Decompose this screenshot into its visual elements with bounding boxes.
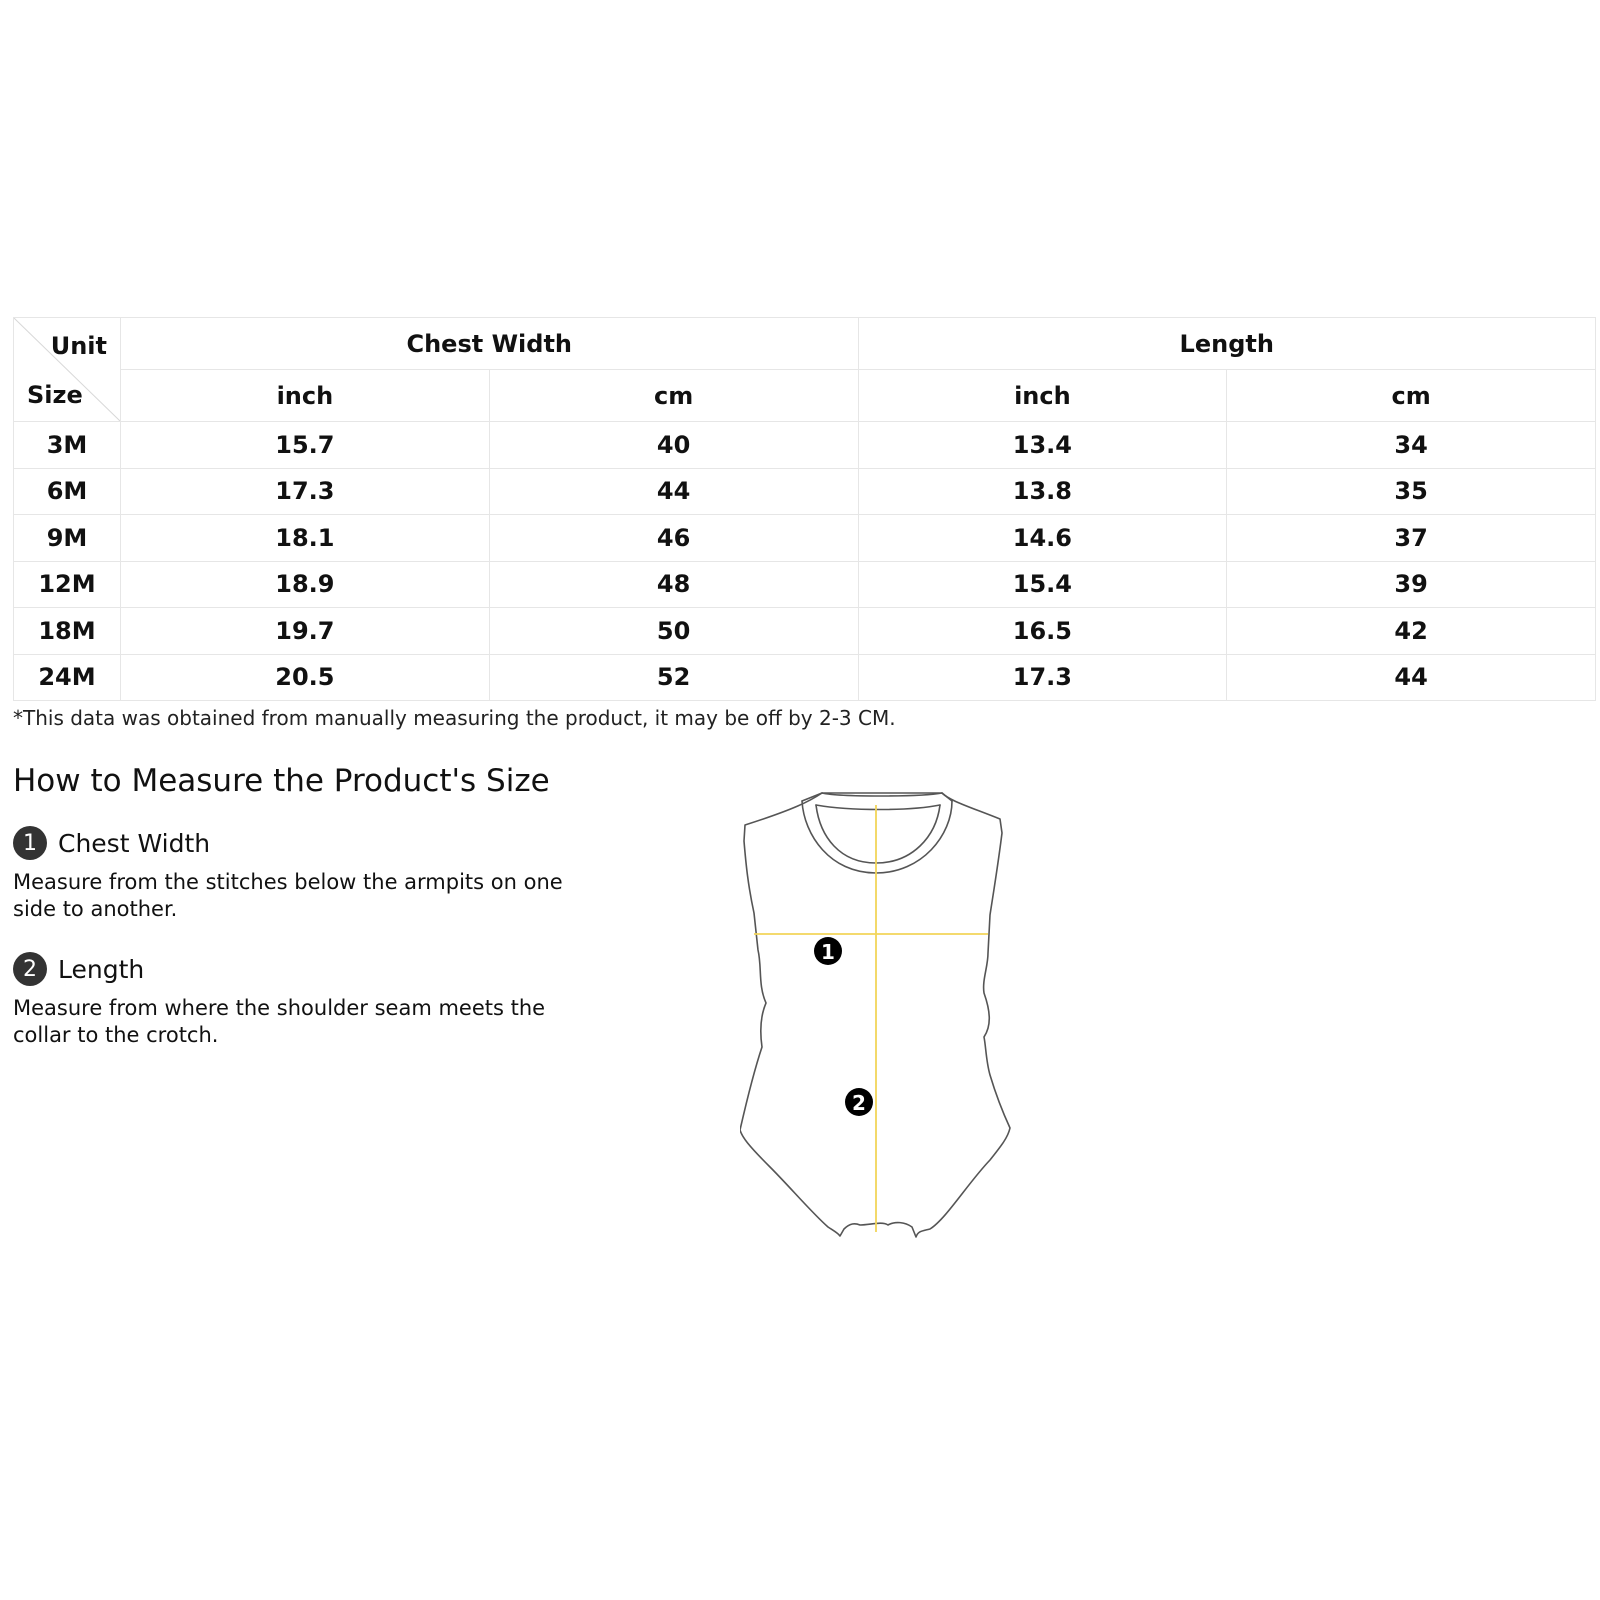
chest-cm-cell: 44 — [489, 468, 858, 515]
measure-item-length — [13, 951, 573, 1049]
length-inch-cell: 17.3 — [858, 654, 1227, 701]
table-row — [14, 422, 1596, 469]
chest-inch-cell: 15.7 — [121, 422, 490, 469]
size-cell: 9M — [14, 515, 121, 562]
bodysuit-measurement-diagram — [740, 785, 1030, 1265]
measure-item-chest-width — [13, 825, 573, 923]
how-to-measure-title: How to Measure the Product's Size — [13, 763, 550, 799]
chest-cm-cell: 46 — [489, 515, 858, 562]
chest-inch-cell: 18.1 — [121, 515, 490, 562]
chest-cm-cell: 50 — [489, 608, 858, 655]
unit-header-length-inch: inch — [858, 370, 1227, 422]
chest-cm-cell: 48 — [489, 561, 858, 608]
corner-unit-label: Unit — [50, 332, 107, 360]
corner-size-label: Size — [27, 381, 83, 409]
number-2-badge-icon: 2 — [13, 952, 47, 986]
size-cell: 12M — [14, 561, 121, 608]
length-inch-cell: 13.4 — [858, 422, 1227, 469]
length-inch-cell: 16.5 — [858, 608, 1227, 655]
length-cm-cell: 39 — [1227, 561, 1596, 608]
length-cm-cell: 34 — [1227, 422, 1596, 469]
measure-item-label: Chest Width — [58, 828, 211, 858]
measure-item-header — [13, 825, 573, 861]
length-inch-cell: 13.8 — [858, 468, 1227, 515]
size-cell: 24M — [14, 654, 121, 701]
table-header-row-groups — [14, 318, 1596, 370]
chest-cm-cell: 52 — [489, 654, 858, 701]
length-inch-cell: 14.6 — [858, 515, 1227, 562]
measure-item-description: Measure from where the shoulder seam meets the collar to the crotch. — [13, 996, 546, 1047]
chest-inch-cell: 20.5 — [121, 654, 490, 701]
measure-item-label: Length — [58, 954, 145, 984]
unit-header-chest-cm: cm — [489, 370, 858, 422]
size-chart-table — [13, 317, 1596, 701]
group-header-length: Length — [858, 318, 1596, 370]
table-corner-cell — [14, 318, 121, 422]
size-cell: 18M — [14, 608, 121, 655]
bodysuit-outline-icon — [740, 793, 1010, 1237]
table-row — [14, 515, 1596, 562]
svg-text:1: 1 — [821, 940, 835, 964]
chest-inch-cell: 19.7 — [121, 608, 490, 655]
svg-text:2: 2 — [852, 1091, 866, 1115]
measure-item-description: Measure from the stitches below the armpits on one side to another. — [13, 870, 563, 921]
table-row — [14, 654, 1596, 701]
length-inch-cell: 15.4 — [858, 561, 1227, 608]
measurement-guide-lines — [754, 805, 988, 1232]
measure-item-header — [13, 951, 573, 987]
size-cell: 6M — [14, 468, 121, 515]
length-cm-cell: 35 — [1227, 468, 1596, 515]
table-row — [14, 468, 1596, 515]
marker-1-icon — [814, 937, 842, 965]
number-1-badge-icon: 1 — [13, 826, 47, 860]
table-row — [14, 561, 1596, 608]
group-header-chest-width: Chest Width — [121, 318, 859, 370]
unit-header-chest-inch: inch — [121, 370, 490, 422]
chest-cm-cell: 40 — [489, 422, 858, 469]
chest-inch-cell: 17.3 — [121, 468, 490, 515]
chest-inch-cell: 18.9 — [121, 561, 490, 608]
size-cell: 3M — [14, 422, 121, 469]
measurement-disclaimer: *This data was obtained from manually measuring the product, it may be off by 2-3 CM. — [13, 706, 896, 730]
table-row — [14, 608, 1596, 655]
length-cm-cell: 42 — [1227, 608, 1596, 655]
unit-header-length-cm: cm — [1227, 370, 1596, 422]
length-cm-cell: 37 — [1227, 515, 1596, 562]
marker-2-icon — [845, 1088, 873, 1116]
length-cm-cell: 44 — [1227, 654, 1596, 701]
table-header-row-units — [14, 370, 1596, 422]
